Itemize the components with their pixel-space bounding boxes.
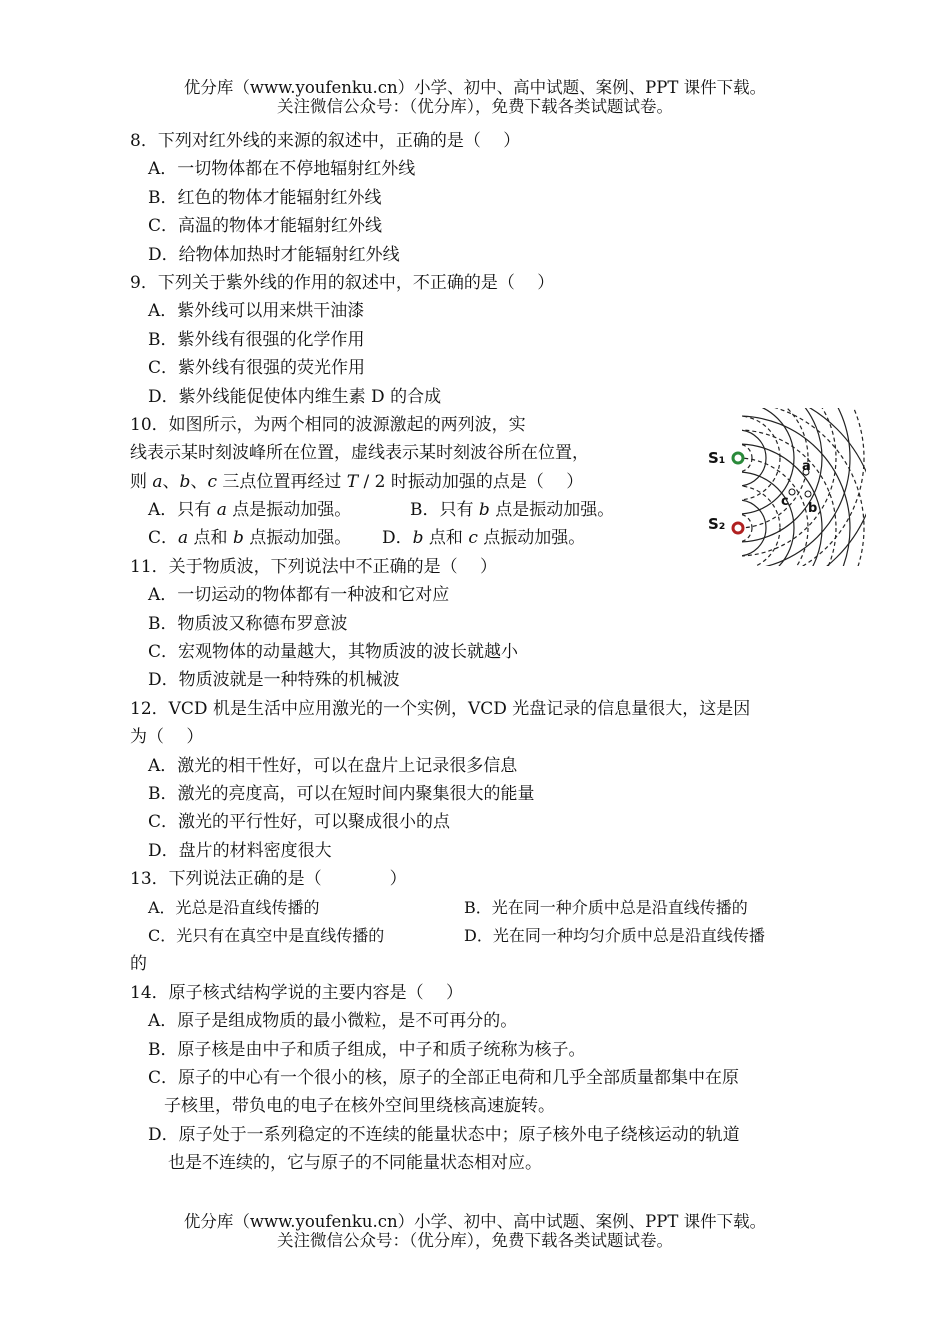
q9-option-c: C．紫外线有很强的荧光作用 <box>148 358 366 379</box>
q10-sep: 、 <box>162 471 180 492</box>
q13-options-cd <box>130 922 824 950</box>
q13-option-d-continued: 的 <box>130 954 147 975</box>
q11-option-d: D．物质波就是一种特殊的机械波 <box>148 670 400 691</box>
q13-option-c: C．光只有在真空中是直线传播的 <box>148 925 385 945</box>
q8-option-d: D．给物体加热时才能辐射红外线 <box>148 244 400 265</box>
source-s1-marker <box>733 453 743 463</box>
q10-var-a: a <box>152 471 163 492</box>
page-footer <box>0 1212 950 1250</box>
label-s2: S₂ <box>708 515 726 533</box>
opt-text: 点是振动加强。 <box>489 500 615 521</box>
q12-stem-line-1: 12．VCD 机是生活中应用激光的一个实例，VCD 光盘记录的信息量很大，这是因 <box>130 698 751 719</box>
opt-var: b <box>412 528 424 549</box>
opt-var: c <box>468 528 478 549</box>
label-a: a <box>802 459 811 474</box>
q10-option-b <box>410 500 614 520</box>
label-c: c <box>781 494 789 509</box>
q9-option-b: B．紫外线有很强的化学作用 <box>148 329 365 350</box>
q12-option-c: C．激光的平行性好，可以聚成很小的点 <box>148 812 451 833</box>
opt-text: 点是振动加强。 <box>226 500 352 521</box>
q13-options-ab <box>130 894 824 922</box>
q13-option-b: B．光在同一种介质中总是沿直线传播的 <box>464 897 748 917</box>
q13-option-d: D．光在同一种均匀介质中总是沿直线传播 <box>464 925 765 945</box>
point-c-marker <box>789 489 795 495</box>
q8-option-b: B．红色的物体才能辐射红外线 <box>148 187 382 208</box>
q14-stem: 14．原子核式结构学说的主要内容是（ ） <box>130 982 464 1003</box>
q14-option-a: A．原子是组成物质的最小微粒，是不可再分的。 <box>148 1011 518 1032</box>
q9-stem: 9．下列关于紫外线的作用的叙述中，不正确的是（ ） <box>130 272 555 293</box>
s2-solid-wavefronts <box>702 408 866 566</box>
q12-option-a: A．激光的相干性好，可以在盘片上记录很多信息 <box>148 755 518 776</box>
question-list <box>130 127 824 1177</box>
q9-option-d: D．紫外线能促使体内维生素 D 的合成 <box>148 386 442 407</box>
s1-solid-wavefronts <box>702 408 866 566</box>
q10-var-c: c <box>207 471 217 492</box>
q10-stem-line-1: 10．如图所示，为两个相同的波源激起的两列波，实 <box>130 414 526 435</box>
footer-line-2: 关注微信公众号：（优分库），免费下载各类试题试卷。 <box>277 1231 673 1250</box>
q11-stem: 11．关于物质波，下列说法中不正确的是（ ） <box>130 556 498 577</box>
q8-option-a: A．一切物体都在不停地辐射红外线 <box>148 159 416 180</box>
q10-text: 则 <box>130 471 153 492</box>
q14-option-c-line-2: 子核里，带负电的电子在核外空间里绕核高速旋转。 <box>164 1096 555 1117</box>
q10-text: 三点位置再经过 <box>216 471 347 492</box>
q10-var-T: T <box>346 471 359 492</box>
q13-stem: 13．下列说法正确的是（ ） <box>130 869 407 890</box>
point-b-marker <box>805 491 811 497</box>
source-s2-marker <box>733 523 743 533</box>
q8-stem: 8．下列对红外线的来源的叙述中，正确的是（ ） <box>130 131 521 151</box>
opt-var: b <box>478 500 490 521</box>
q14-option-b: B．原子核是由中子和质子组成，中子和质子统称为核子。 <box>148 1039 586 1060</box>
q12-option-b: B．激光的亮度高，可以在短时间内聚集很大的能量 <box>148 783 535 804</box>
q10-option-d <box>382 528 585 548</box>
q11-option-a: A．一切运动的物体都有一种波和它对应 <box>148 585 450 606</box>
q10-stem-line-2: 线表示某时刻波峰所在位置，虚线表示某时刻波谷所在位置， <box>130 443 589 464</box>
footer-line-1: 优分库（www.youfenku.cn）小学、初中、高中试题、案例、PPT 课件下载。 <box>183 1212 767 1231</box>
opt-text: D． <box>382 528 413 549</box>
opt-var: b <box>232 528 244 549</box>
opt-text: B．只有 <box>410 500 479 521</box>
label-b: b <box>808 501 818 516</box>
q13-option-a: A．光总是沿直线传播的 <box>148 897 320 917</box>
opt-var: a <box>216 500 227 521</box>
q14-option-d-line-2: 也是不连续的，它与原子的不同能量状态相对应。 <box>168 1153 542 1174</box>
q11-option-b: B．物质波又称德布罗意波 <box>148 613 348 634</box>
q9-option-a: A．紫外线可以用来烘干油漆 <box>148 301 365 322</box>
opt-text: 点和 <box>188 528 233 549</box>
q10-text: / 2 时振动加强的点是（ ） <box>358 471 584 492</box>
opt-text: C． <box>148 528 179 549</box>
page-header <box>0 78 950 116</box>
header-line-2: 关注微信公众号：（优分库），免费下载各类试题试卷。 <box>277 97 673 116</box>
label-s1: S₁ <box>708 449 726 467</box>
q12-stem-line-2: 为（ ） <box>130 727 204 748</box>
q10-option-c <box>148 524 382 552</box>
opt-text: 点振动加强。 <box>243 528 352 549</box>
q12-option-d: D．盘片的材料密度很大 <box>148 840 332 861</box>
opt-text: A．只有 <box>148 500 217 521</box>
q14-option-c-line-1: C．原子的中心有一个很小的核，原子的全部正电荷和几乎全部质量都集中在原 <box>148 1067 740 1088</box>
q11-option-c: C．宏观物体的动量越大，其物质波的波长就越小 <box>148 642 519 663</box>
header-line-1: 优分库（www.youfenku.cn）小学、初中、高中试题、案例、PPT 课件下载。 <box>183 78 767 97</box>
opt-text: 点和 <box>423 528 469 549</box>
opt-text: 点振动加强。 <box>477 528 586 549</box>
q10-var-b: b <box>179 471 191 492</box>
q8-option-c: C．高温的物体才能辐射红外线 <box>148 216 383 237</box>
q14-option-d-line-1: D．原子处于一系列稳定的不连续的能量状态中；原子核外电子绕核运动的轨道 <box>148 1124 740 1145</box>
opt-var: a <box>178 528 189 549</box>
wave-interference-figure <box>702 408 866 566</box>
q10-option-a <box>148 496 410 524</box>
q10-sep: 、 <box>190 471 208 492</box>
